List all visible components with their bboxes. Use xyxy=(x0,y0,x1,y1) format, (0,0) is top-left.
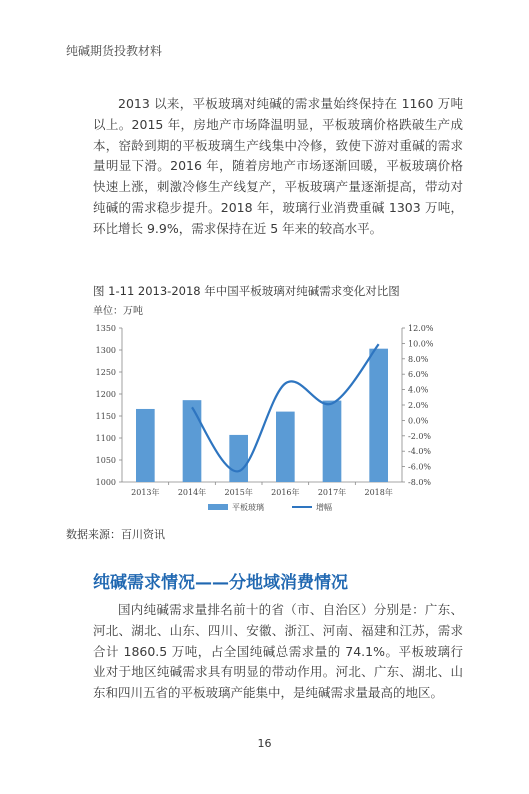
legend-label: 增幅 xyxy=(316,503,332,512)
page-number: 16 xyxy=(257,737,272,750)
paragraph-regional-demand xyxy=(93,600,463,704)
y-right-tick-label: -6.0% xyxy=(408,462,432,472)
y-right-tick-label: 4.0% xyxy=(408,385,429,395)
y-left-tick-label: 1300 xyxy=(95,346,116,355)
y-right-tick-label: 2.0% xyxy=(408,401,429,410)
bar xyxy=(183,400,202,482)
y-right-tick-label: 10.0% xyxy=(408,339,434,349)
y-right-tick-label: -4.0% xyxy=(408,447,432,457)
legend-label: 平板玻璃 xyxy=(232,503,264,512)
figure-title: 图 1-11 2013-2018 年中国平板玻璃对纯碱需求变化对比图 xyxy=(93,284,400,298)
y-left-tick-label: 1200 xyxy=(95,390,116,399)
y-right-tick-label: 12.0% xyxy=(408,324,434,333)
paragraph-text: 国内纯碱需求量排名前十的省（市、自治区）分别是：广东、河北、湖北、山东、四川、安徽、浙江、河南、福建和江苏，需求合计 1860.5 万吨，占全国纯碱总需求量的 74.1%。平板玻璃行业对于地区纯碱需求具有明显的带动作用。河北、广东、湖北、山东和四川五省的平板玻璃产能集中，是纯碱需求量最高的地区。 xyxy=(93,602,463,701)
figure-unit: 单位：万吨 xyxy=(93,306,143,317)
x-tick-label: 2014年 xyxy=(177,488,207,497)
y-left-tick-label: 1350 xyxy=(95,324,116,333)
y-left-tick-label: 1000 xyxy=(95,478,116,487)
x-tick-label: 2018年 xyxy=(364,488,393,497)
y-left-tick-label: 1100 xyxy=(95,434,116,443)
bar xyxy=(276,412,295,482)
demand-chart xyxy=(80,318,450,518)
y-right-tick-label: -8.0% xyxy=(408,478,432,487)
running-header: 纯碱期货投教材料 xyxy=(66,44,163,58)
bar xyxy=(323,401,342,482)
y-right-tick-label: 6.0% xyxy=(408,370,429,380)
y-left-tick-label: 1050 xyxy=(95,456,116,465)
paragraph-glass-demand xyxy=(93,94,463,240)
bar xyxy=(136,409,155,482)
x-tick-label: 2017年 xyxy=(317,488,347,497)
y-right-tick-label: 0.0% xyxy=(408,416,429,426)
bar xyxy=(369,349,388,482)
paragraph-text: 2013 以来，平板玻璃对纯碱的需求量始终保持在 1160 万吨以上。2015 年，房地产市场降温明显，平板玻璃价格跌破生产成本，窑龄到期的平板玻璃生产线集中冷修，致使下游对重碱的需求量明显下滑。2016 年，随着房地产市场逐渐回暖，平板玻璃价格快速上涨，刺激冷修生产线复产，平板玻璃产量逐渐提高，带动对纯碱的需求稳步提升。2018 年，玻璃行业消费重碱 1303 万吨，环比增长 9.9%，需求保持在近 5 年来的较高水平。 xyxy=(93,96,463,236)
figure-source: 数据来源：百川资讯 xyxy=(66,528,165,541)
bar xyxy=(229,435,248,482)
y-right-tick-label: -2.0% xyxy=(408,431,432,441)
x-tick-label: 2015年 xyxy=(224,488,253,497)
legend-bar-swatch xyxy=(208,504,228,510)
x-tick-label: 2013年 xyxy=(131,488,160,497)
section-title: 纯碱需求情况——分地域消费情况 xyxy=(93,573,348,593)
y-right-tick-label: 8.0% xyxy=(408,354,429,364)
y-left-tick-label: 1250 xyxy=(95,368,116,377)
y-left-tick-label: 1150 xyxy=(95,412,116,421)
x-tick-label: 2016年 xyxy=(271,488,300,497)
